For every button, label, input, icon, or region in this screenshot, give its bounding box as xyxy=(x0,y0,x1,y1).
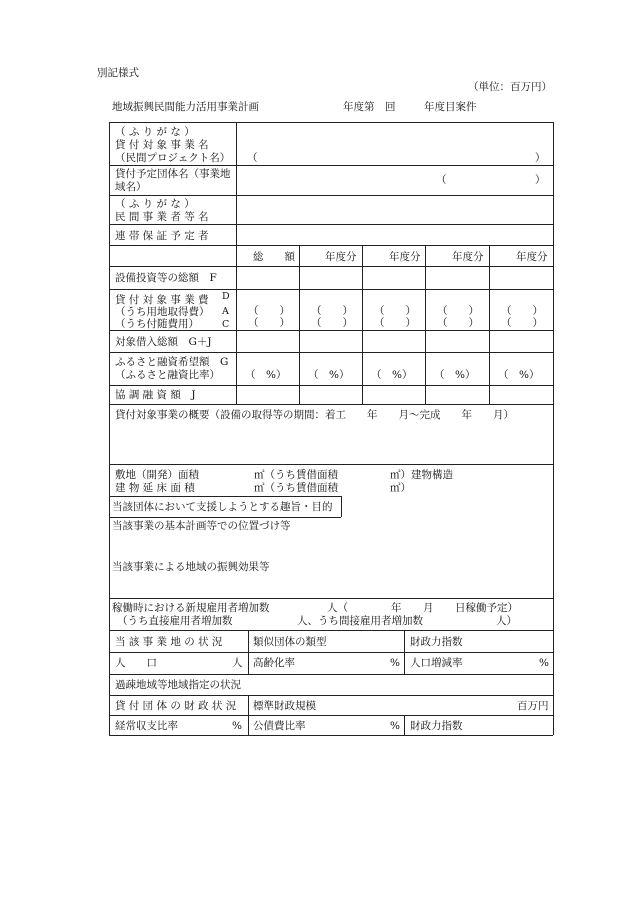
paren-pair: （ ） xyxy=(501,317,543,329)
paren-pair: （ ） xyxy=(248,317,290,329)
capex-total-label: 設備投資等の総額 F xyxy=(115,272,217,284)
percent-cell: （ %） xyxy=(434,369,476,381)
plan-title: 地域振興民間能力活用事業計画 xyxy=(112,101,259,113)
population-label: 人 口 xyxy=(115,657,157,669)
lender-label-line1: 貸付予定団体名（事業地 xyxy=(115,168,231,180)
col-year-3: 年度分 xyxy=(452,251,484,263)
direct-employment-label: （うち直接雇用者増加数 xyxy=(117,615,233,627)
employment-year: 年 xyxy=(391,602,402,614)
indirect-employment-label: 人、うち間接雇用者増加数 xyxy=(297,615,423,627)
letter-d: D xyxy=(222,291,230,302)
area-status-label: 当 該 事 業 地 の 状 況 xyxy=(115,636,223,648)
guarantor-label: 連 帯 保 証 予 定 者 xyxy=(115,230,209,242)
percent-cell: （ %） xyxy=(245,369,287,381)
regional-effect-label: 当該事業による地域の振興効果等 xyxy=(112,561,270,573)
paren-pair: （ ） xyxy=(437,305,479,317)
pop-change-label: 人口増減率 xyxy=(410,657,463,669)
lender-paren-open: （ xyxy=(436,174,447,186)
current-ratio-label: 経常収支比率 xyxy=(115,720,178,732)
lender-fiscal-index-label: 財政力指数 xyxy=(410,720,463,732)
furusato-label-2: （ふるさと融資比率） xyxy=(115,369,220,381)
paren-pair: （ ） xyxy=(374,317,416,329)
paren-pair: （ ） xyxy=(248,305,290,317)
population-unit: 人 xyxy=(232,657,243,669)
col-year-4: 年度分 xyxy=(516,251,548,263)
employment-month: 月 xyxy=(423,602,434,614)
paren-pair: （ ） xyxy=(374,305,416,317)
project-paren-open: （ xyxy=(247,152,258,164)
pop-change-unit: % xyxy=(539,657,549,669)
employment-label: 稼働時における新規雇用者増加数 xyxy=(112,602,270,614)
percent-cell: （ %） xyxy=(308,369,350,381)
unit-label: （単位：百万円） xyxy=(468,81,552,93)
operator-name-label: 民 間 事 業 者 等 名 xyxy=(115,211,209,223)
floor-area-label: 建 物 延 床 面 積 xyxy=(115,482,195,494)
paren-pair: （ ） xyxy=(437,317,479,329)
current-ratio-unit: % xyxy=(232,720,242,732)
lender-label-line2: 域名） xyxy=(115,181,147,193)
paren-pair: （ ） xyxy=(311,317,353,329)
fiscal-round: 年度第 回 xyxy=(343,101,396,113)
employment-close: 人） xyxy=(496,615,517,627)
loan-cost-label-2: （うち用地取得費） xyxy=(115,306,210,318)
support-purpose-label: 当該団体において支援しようとする趣旨・目的 xyxy=(112,501,333,513)
percent-cell: （ %） xyxy=(371,369,413,381)
site-area-unit: ㎡（うち賃借面積 xyxy=(254,469,338,481)
cofinance-label: 協 調 融 資 額 J xyxy=(115,389,196,401)
plan-position-label: 当該事業の基本計画等での位置づけ等 xyxy=(112,520,291,532)
debt-ratio-unit: % xyxy=(390,720,400,732)
overview-heading: 貸付対象事業の概要（設備の取得等の期間：着工 年 月〜完成 年 月） xyxy=(115,409,514,421)
project-name-label: 貸 付 対 象 事 業 名 xyxy=(115,139,209,151)
form-label: 別記様式 xyxy=(97,67,139,79)
furusato-label-1: ふるさと融資希望額 G xyxy=(115,356,229,368)
col-year-1: 年度分 xyxy=(325,251,357,263)
percent-cell: （ %） xyxy=(498,369,540,381)
project-paren-close: ） xyxy=(535,152,546,164)
employment-count-unit: 人（ xyxy=(327,602,348,614)
site-area-label: 敷地（開発）面積 xyxy=(115,469,199,481)
standard-scale-unit: 百万円 xyxy=(517,700,549,712)
borrow-total-label: 対象借入総額 G＋J xyxy=(115,336,212,348)
debt-ratio-label: 公債費比率 xyxy=(253,720,306,732)
depopulated-label: 過疎地域等地域指定の状況 xyxy=(115,679,241,691)
col-year-2: 年度分 xyxy=(389,251,421,263)
project-furigana: （ ふ り が な ） xyxy=(115,126,195,138)
paren-pair: （ ） xyxy=(311,305,353,317)
draft-label: 年度目案件 xyxy=(424,101,477,113)
similar-type-label: 類似団体の類型 xyxy=(253,636,327,648)
standard-scale-label: 標準財政規模 xyxy=(253,700,316,712)
loan-cost-label-3: （うち付随費用） xyxy=(115,318,199,330)
aging-rate-unit: % xyxy=(390,657,400,669)
employment-start-date: 日稼働予定） xyxy=(455,602,518,614)
paren-pair: （ ） xyxy=(501,305,543,317)
col-total: 総 額 xyxy=(253,251,295,263)
loan-cost-label-1: 貸 付 対 象 事 業 費 xyxy=(115,294,209,306)
lender-finance-label: 貸 付 団 体 の 財 政 状 況 xyxy=(115,700,237,712)
letter-c: C xyxy=(222,319,230,330)
project-private-label: （民間プロジェクト名） xyxy=(115,152,231,164)
operator-furigana: （ ふ り が な ） xyxy=(115,198,195,210)
fiscal-index-label: 財政力指数 xyxy=(410,636,463,648)
lender-paren-close: ） xyxy=(535,174,546,186)
aging-rate-label: 高齢化率 xyxy=(253,657,295,669)
site-area-structure: ㎡）建物構造 xyxy=(390,469,453,481)
letter-a: A xyxy=(222,306,229,317)
floor-area-unit: ㎡（うち賃借面積 xyxy=(254,482,338,494)
floor-area-close: ㎡） xyxy=(390,482,411,494)
